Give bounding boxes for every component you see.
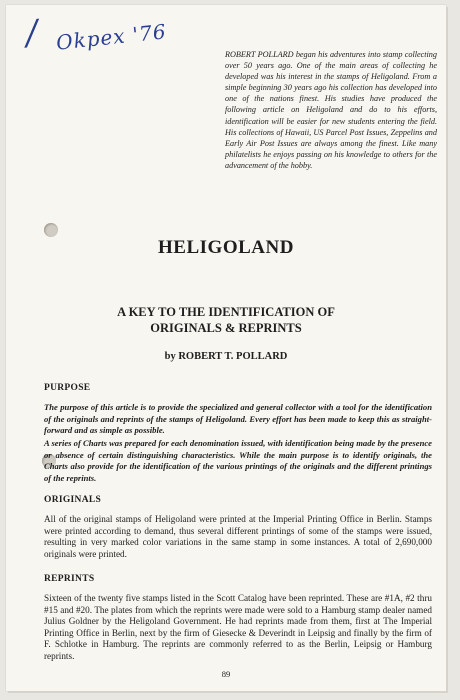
handwritten-slash: / <box>24 12 39 54</box>
heading-reprints: REPRINTS <box>44 574 95 584</box>
subtitle-line-1: A KEY TO THE IDENTIFICATION OF <box>117 305 335 319</box>
article-title: HELIGOLAND <box>158 237 294 258</box>
originals-paragraph: All of the original stamps of Heligoland were printed at the Imperial Printing Office in Berlin. Stamps were printed according to demand, thus several different printings of some of the stamps were issued, resulting in very marked color variations in the same stamp in some instances. A total of 2,690,000 originals were printed. <box>44 514 432 559</box>
article-subtitle <box>6 304 446 336</box>
reprints-paragraph: Sixteen of the twenty five stamps listed in the Scott Catalog have been reprinted. These are #1A, #2 thru #15 and #20. The plates from which the reprints were made were sold to a Hamburg stamp dealer named Julius Goldner by the Heligoland Government. He had reprints made from them, first at The Imperial Printing Office in Berlin, next by the firm of Giesecke & Deverindt in Leipsig and finally by the firm of F. Schlotke in Hamburg. The reprints are commonly referred to as the Berlin, Leipsig or Hamburg reprints. <box>44 593 432 661</box>
purpose-paragraph-2: A series of Charts was prepared for each denomination issued, with identification being made by the presence or absence of certain distinguishing characteristics. While the main purpose is to identify originals, the Charts also provide for the identification of the various printings of the originals and the different printings of the reprints. <box>44 438 432 483</box>
document-page <box>6 5 446 691</box>
heading-purpose: PURPOSE <box>44 383 91 393</box>
handwritten-note: Okpex '76 <box>55 19 168 55</box>
heading-originals: ORIGINALS <box>44 495 102 505</box>
author-bio: ROBERT POLLARD began his adventures into stamp collecting over 50 years ago. One of the main areas of collecting he developed was his interest in the stamps of Heligoland. From a simple beginning 30 years ago his collection has developed into one of the nations finest. His studies have produced the following article on Heligoland and do to his efforts, identification will be easier for new students entering the field. His collections of Hawaii, US Parcel Post Issues, Zeppelins and Early Air Post Issues are always among the finest. Like many philatelists he enjoys passing on his knowledge to others for the advancement of the hobby. <box>225 50 437 170</box>
author-byline: by ROBERT T. POLLARD <box>164 351 288 362</box>
page-number: 89 <box>221 669 231 679</box>
purpose-paragraph-1: The purpose of this article is to provide the specialized and general collector with a tool for the identification of the originals and reprints of the stamps of Heligoland. Every effort has been made to keep this as straight-forward and as simple as possible. <box>44 402 432 436</box>
punch-hole <box>44 223 58 237</box>
subtitle-line-2: ORIGINALS & REPRINTS <box>150 321 302 335</box>
